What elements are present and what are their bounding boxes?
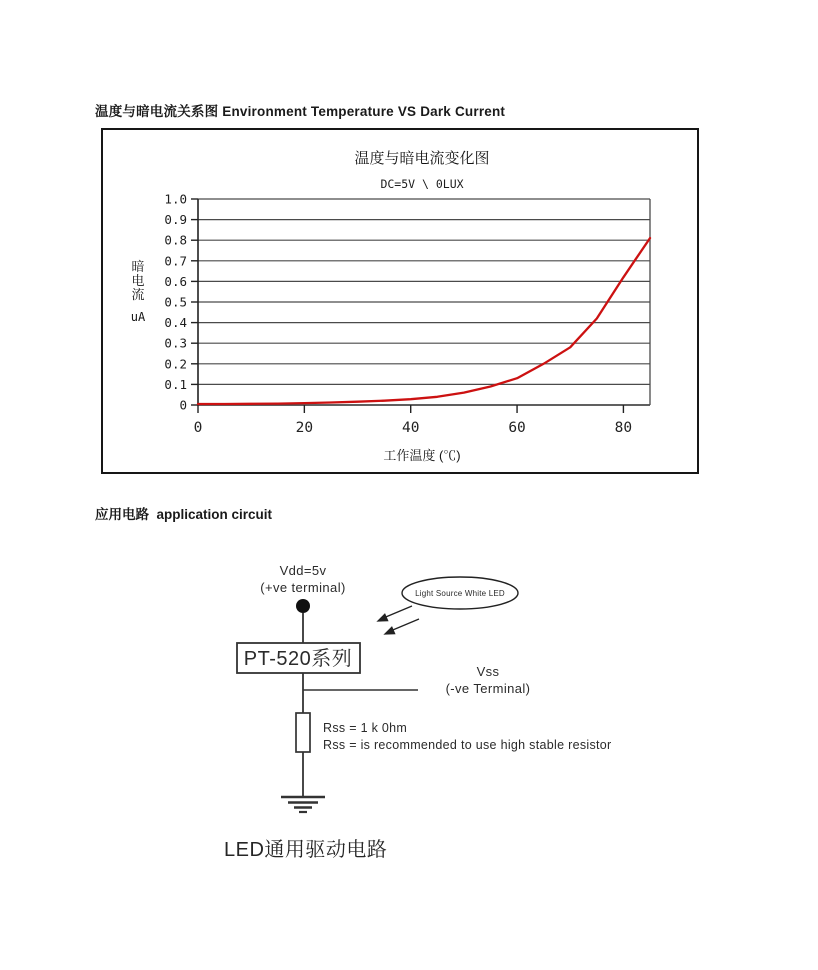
ground-symbol: [281, 797, 325, 812]
section-heading-application-circuit: 应用电路 application circuit: [95, 507, 273, 522]
vdd-terminal-dot: [296, 599, 310, 613]
chart-frame: [101, 128, 699, 474]
application-circuit-diagram: [90, 553, 700, 823]
x-tick-label: 20: [295, 420, 314, 436]
chart-subtitle: DC=5V \ 0LUX: [380, 177, 464, 191]
y-tick-label: 0.5: [164, 294, 187, 310]
y-axis-label-char: 流: [131, 287, 145, 302]
y-tick-label: 0.8: [164, 232, 187, 248]
chart-title: 温度与暗电流变化图: [354, 150, 490, 167]
rss-value-label: Rss = 1 k 0hm: [323, 721, 408, 735]
light-source-label: Light Source White LED: [415, 589, 505, 598]
plot-area: [103, 130, 697, 472]
vss-terminal-label: (-ve Terminal): [445, 681, 531, 696]
y-tick-label: 0.4: [164, 315, 187, 331]
y-axis-label-char: 暗: [131, 259, 145, 274]
y-tick-label: 0.6: [164, 273, 187, 289]
x-tick-label: 80: [614, 420, 633, 436]
y-tick-label: 0.3: [164, 335, 187, 351]
vdd-terminal-label: (+ve terminal): [260, 580, 346, 595]
resistor-symbol: [296, 713, 310, 752]
page-title: 温度与暗电流关系图 Environment Temperature VS Dark Current: [95, 104, 506, 119]
pt520-label: PT-520系列: [243, 648, 353, 670]
vdd-label: Vdd=5v: [279, 563, 327, 578]
y-axis-label-char: 电: [131, 273, 145, 288]
y-tick-label: 0.9: [164, 212, 187, 228]
data-curve: [198, 238, 650, 404]
y-tick-label: 1.0: [164, 191, 187, 207]
y-tick-label: 0.2: [164, 356, 187, 372]
y-tick-label: 0.1: [164, 376, 187, 392]
vss-label: Vss: [476, 664, 500, 679]
rss-note-label: Rss = is recommended to use high stable resistor: [323, 738, 612, 752]
x-axis-label: 工作温度 (℃): [383, 448, 461, 463]
light-ray-arrows: [378, 606, 419, 634]
circuit-caption: LED通用驱动电路: [224, 839, 388, 861]
y-tick-label: 0.7: [164, 253, 187, 269]
x-tick-label: 0: [193, 420, 203, 436]
y-axis-unit: uA: [130, 310, 146, 324]
x-tick-label: 60: [508, 420, 526, 436]
y-tick-label: 0: [179, 397, 187, 413]
x-tick-label: 40: [401, 420, 420, 436]
